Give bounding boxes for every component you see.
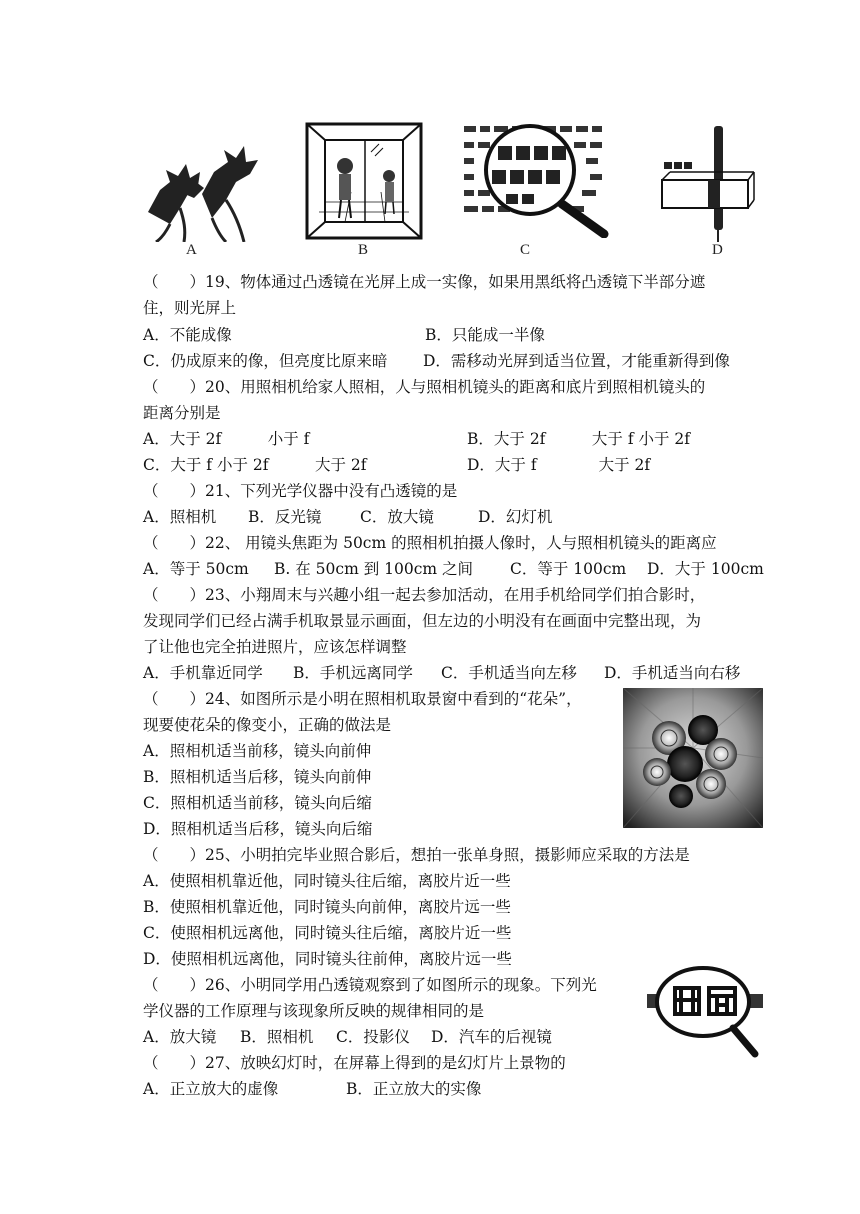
option-d: D．需移动光屏到适当位置，才能重新得到像 (423, 352, 730, 370)
option-a: A．等于 50cm (143, 560, 249, 578)
figure-label-b: B (358, 242, 369, 258)
question-stem: （ ）23、小翔周末与兴趣小组一起去参加活动，在用手机给同学们拍合影时， (143, 586, 706, 604)
flower-bouquet-photo-icon (623, 688, 763, 828)
figure-label-c: C (520, 242, 531, 258)
figure-row (140, 118, 780, 268)
option-d: D．幻灯机 (478, 508, 553, 526)
question-stem: （ ）20、用照相机给家人照相，人与照相机镜头的距离和底片到照相机镜头的 (143, 378, 706, 396)
option-a: A．大于 2f 小于 f (143, 430, 310, 448)
option-c: C．仍成原来的像，但亮度比原来暗 (143, 352, 388, 370)
option-c: C．照相机适当前移，镜头向后缩 (143, 794, 372, 812)
question-stem: （ ）21、下列光学仪器中没有凸透镜的是 (143, 482, 458, 500)
option-a: A．手机靠近同学 (143, 664, 263, 682)
question-stem: （ ）19、物体通过凸透镜在光屏上成一实像，如果用黑纸将凸透镜下半部分遮 (143, 273, 706, 291)
option-a: A．放大镜 (143, 1028, 217, 1046)
option-c: C．大于 f 小于 2f 大于 2f (143, 456, 367, 474)
option-b: B．正立放大的实像 (346, 1080, 482, 1098)
option-c: C．使照相机远离他，同时镜头往后缩，离胶片近一些 (143, 924, 512, 942)
question-stem: （ ）22、 用镜头焦距为 50cm 的照相机拍摄人像时，人与照相机镜头的距离应 (143, 534, 717, 552)
hand-shadow-figure-icon (140, 142, 265, 242)
mirror-room-figure-icon (305, 122, 423, 240)
option-a: A．不能成像 (143, 326, 232, 344)
option-c: C．放大镜 (360, 508, 434, 526)
question-stem: （ ）27、放映幻灯时，在屏幕上得到的是幻灯片上景物的 (143, 1054, 566, 1072)
figure-label-d: D (712, 242, 723, 258)
option-d: D．手机适当向右移 (604, 664, 741, 682)
question-stem: 发现同学们已经占满手机取景显示画面，但左边的小明没有在画面中完整出现，为 (143, 612, 702, 630)
option-c: C．等于 100cm (510, 560, 627, 578)
option-b: B．大于 2f 大于 f 小于 2f (467, 430, 691, 448)
option-a: A．使照相机靠近他，同时镜头往后缩，离胶片近一些 (143, 872, 511, 890)
option-a: A．正立放大的虚像 (143, 1080, 279, 1098)
question-stem: 距离分别是 (143, 404, 221, 422)
option-a: A．照相机适当前移，镜头向前伸 (143, 742, 372, 760)
question-stem: 学仪器的工作原理与该现象所反映的规律相同的是 (143, 1002, 485, 1020)
magnifier-lens-figure-icon (645, 962, 765, 1060)
question-stem: 现要使花朵的像变小，正确的做法是 (143, 716, 392, 734)
option-b: B．只能成一半像 (425, 326, 545, 344)
option-b: B．使照相机靠近他，同时镜头向前伸，离胶片远一些 (143, 898, 511, 916)
option-d: D．使照相机远离他，同时镜头往前伸，离胶片远一些 (143, 950, 512, 968)
option-d: D．照相机适当后移，镜头向后缩 (143, 820, 373, 838)
option-b: B．手机远离同学 (293, 664, 413, 682)
option-b: B．照相机 (240, 1028, 314, 1046)
figure-label-a: A (186, 242, 197, 258)
question-stem: （ ）26、小明同学用凸透镜观察到了如图所示的现象。下列光 (143, 976, 597, 994)
question-stem: 住，则光屏上 (143, 299, 237, 317)
option-d: D．大于 100cm (647, 560, 764, 578)
option-d: D．大于 f 大于 2f (467, 456, 651, 474)
question-stem: 了让他也完全拍进照片，应该怎样调整 (143, 638, 407, 656)
option-b: B．照相机适当后移，镜头向前伸 (143, 768, 372, 786)
option-b: B. 在 50cm 到 100cm 之间 (274, 560, 474, 578)
question-stem: （ ）25、小明拍完毕业照合影后，想拍一张单身照，摄影师应采取的方法是 (143, 846, 690, 864)
option-c: C．手机适当向左移 (441, 664, 577, 682)
option-c: C．投影仪 (336, 1028, 410, 1046)
question-stem: （ ）24、如图所示是小明在照相机取景窗中看到的“花朵”， (143, 690, 582, 708)
glass-brick-pen-figure-icon (656, 124, 756, 244)
option-d: D．汽车的后视镜 (431, 1028, 552, 1046)
option-b: B．反光镜 (248, 508, 322, 526)
option-a: A．照相机 (143, 508, 217, 526)
magnifier-text-figure-icon (462, 120, 614, 238)
